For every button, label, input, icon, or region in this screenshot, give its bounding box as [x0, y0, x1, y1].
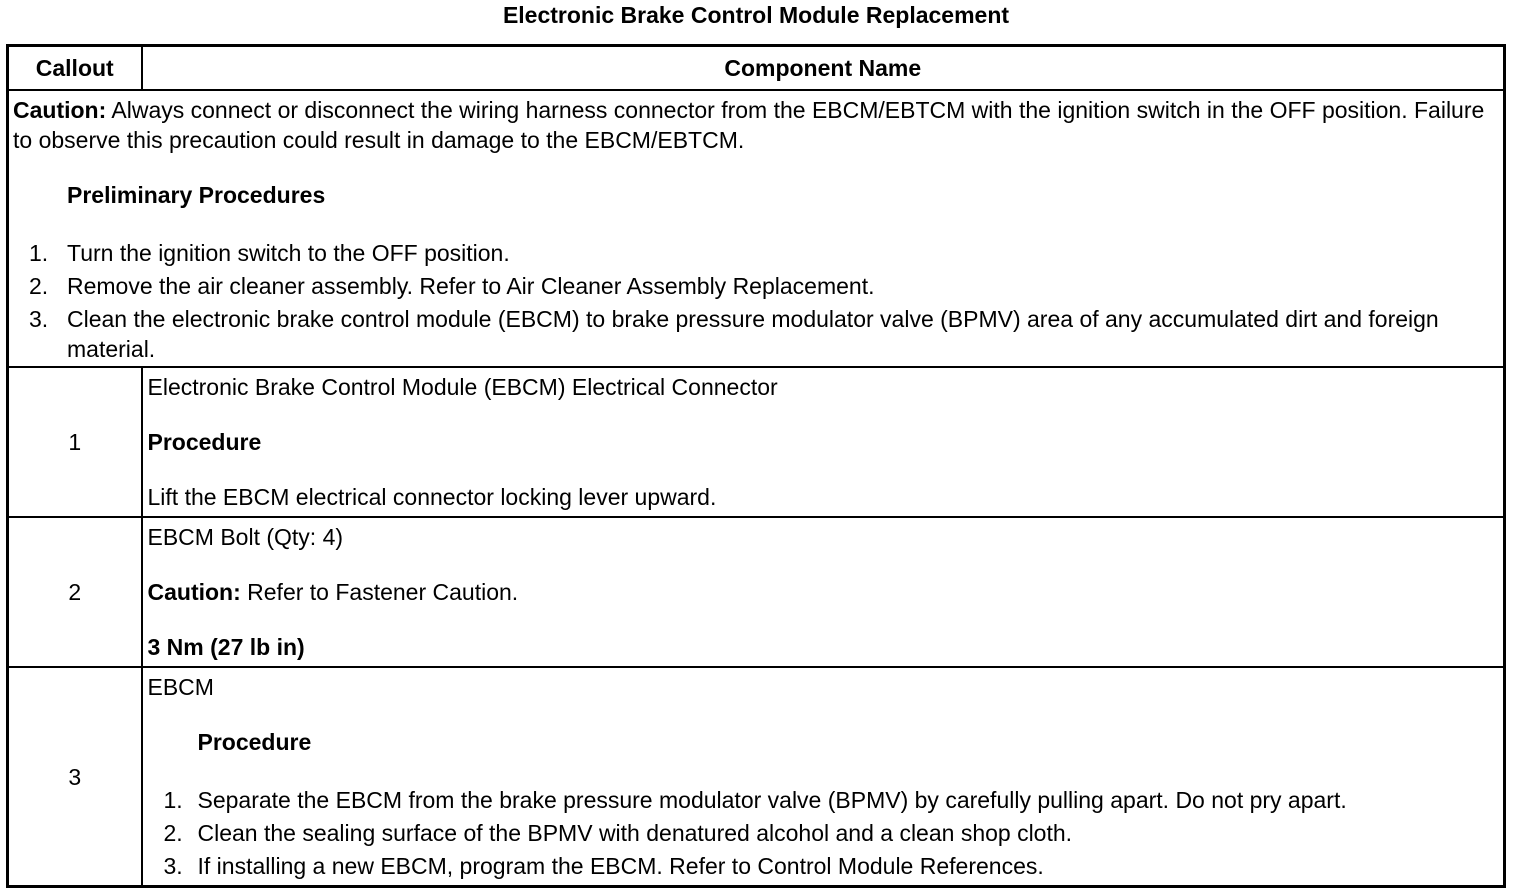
step-number: 1. [163, 787, 183, 813]
intro-row [8, 90, 1505, 367]
table-row [8, 517, 1505, 667]
list-item [148, 785, 1500, 815]
table-header-row [8, 46, 1505, 91]
torque-spec: 3 Nm (27 lb in) [147, 634, 305, 660]
procedure-heading: Procedure [197, 729, 312, 755]
procedure-heading: Procedure [147, 429, 262, 455]
caution-text: Refer to Fastener Caution. [240, 579, 519, 605]
list-item [13, 304, 1499, 364]
callout-cell: 2 [8, 517, 142, 667]
list-item [148, 818, 1500, 848]
table-row [8, 667, 1505, 887]
intro-caution-label: Caution: [13, 97, 107, 123]
step-text: If installing a new EBCM, program the EBCM. Refer to Control Module References. [197, 853, 1044, 879]
step-number: 2. [29, 273, 49, 299]
preliminary-heading: Preliminary Procedures [67, 182, 326, 208]
intro-caution [13, 95, 1499, 155]
step-text: Clean the electronic brake control module (EBCM) to brake pressure modulator valve (BPMV) area of any accumulated dirt and foreign material. [67, 306, 1439, 362]
component-cell [142, 667, 1505, 887]
step-text: Remove the air cleaner assembly. Refer to Air Cleaner Assembly Replacement. [67, 273, 875, 299]
component-name: EBCM Bolt (Qty: 4) [147, 524, 344, 550]
intro-cell [8, 90, 1505, 367]
procedure-steps [148, 785, 1500, 881]
component-cell [142, 517, 1505, 667]
step-number: 3. [29, 306, 49, 332]
step-number: 1. [29, 240, 49, 266]
component-name: Electronic Brake Control Module (EBCM) Electrical Connector [147, 374, 778, 400]
step-text: Turn the ignition switch to the OFF position. [67, 240, 510, 266]
step-text: Clean the sealing surface of the BPMV with denatured alcohol and a clean shop cloth. [197, 820, 1073, 846]
table-row [8, 367, 1505, 517]
list-item [13, 238, 1499, 268]
step-number: 2. [163, 820, 183, 846]
document-title: Electronic Brake Control Module Replacement [502, 2, 1010, 28]
component-name: EBCM [147, 674, 214, 700]
header-callout: Callout [8, 46, 142, 91]
caution-label: Caution: [147, 579, 241, 605]
step-text: Separate the EBCM from the brake pressure modulator valve (BPMV) by carefully pulling apart. Do not pry apart. [197, 787, 1347, 813]
list-item [13, 271, 1499, 301]
header-component-name: Component Name [142, 46, 1505, 91]
procedure-table [6, 44, 1506, 888]
callout-cell: 1 [8, 367, 142, 517]
component-cell [142, 367, 1505, 517]
fastener-caution [148, 577, 1500, 607]
callout-cell: 3 [8, 667, 142, 887]
list-item [148, 851, 1500, 881]
step-number: 3. [163, 853, 183, 879]
procedure-text: Lift the EBCM electrical connector locking lever upward. [147, 484, 717, 510]
intro-caution-text: Always connect or disconnect the wiring harness connector from the EBCM/EBTCM with the ignition switch in the OFF position. Failure to observe this precaution could result in damage to the EBCM/EBTCM. [13, 97, 1485, 153]
preliminary-steps [13, 238, 1499, 364]
